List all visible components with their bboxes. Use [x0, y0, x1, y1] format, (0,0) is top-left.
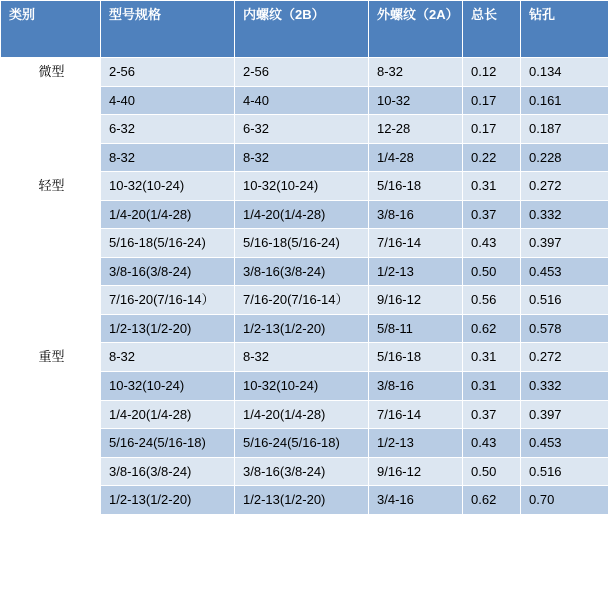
table-cell: 1/2-13(1/2-20): [101, 486, 235, 515]
header-row: [1, 1, 608, 58]
table-cell: 5/16-18: [369, 172, 463, 201]
table-cell: 3/8-16(3/8-24): [235, 257, 369, 286]
table-cell: 10-32(10-24): [101, 172, 235, 201]
table-cell: 0.22: [463, 143, 521, 172]
table-cell: 0.12: [463, 58, 521, 87]
table-cell: 8-32: [369, 58, 463, 87]
table-cell: 0.50: [463, 457, 521, 486]
table-cell: 0.31: [463, 372, 521, 401]
table-cell: 4-40: [235, 86, 369, 115]
table-cell: 0.17: [463, 115, 521, 144]
table-cell: 0.37: [463, 400, 521, 429]
table-cell: 5/16-24(5/16-18): [235, 429, 369, 458]
table-cell: 1/4-20(1/4-28): [101, 400, 235, 429]
table-cell: 0.70: [521, 486, 608, 515]
table-cell: 0.272: [521, 172, 608, 201]
table-cell: 7/16-20(7/16-14）: [235, 286, 369, 315]
table-cell: 12-28: [369, 115, 463, 144]
table-cell: 7/16-14: [369, 229, 463, 258]
table-cell: 3/4-16: [369, 486, 463, 515]
table-row: [1, 172, 608, 201]
table-cell: 2-56: [101, 58, 235, 87]
category-cell: 轻型: [1, 172, 101, 343]
column-header-internal-thread: 内螺纹（2B）: [235, 1, 369, 58]
table-cell: 0.516: [521, 286, 608, 315]
table-header: [1, 1, 608, 58]
table-cell: 3/8-16(3/8-24): [101, 257, 235, 286]
table-cell: 1/2-13: [369, 429, 463, 458]
table-cell: 10-32: [369, 86, 463, 115]
column-header-external-thread: 外螺纹（2A）: [369, 1, 463, 58]
table-cell: 5/16-18(5/16-24): [101, 229, 235, 258]
table-cell: 5/16-18(5/16-24): [235, 229, 369, 258]
table-cell: 0.56: [463, 286, 521, 315]
table-cell: 1/4-28: [369, 143, 463, 172]
table-cell: 3/8-16(3/8-24): [235, 457, 369, 486]
table-cell: 5/8-11: [369, 314, 463, 343]
table-cell: 0.43: [463, 429, 521, 458]
column-header-model-spec: 型号规格: [101, 1, 235, 58]
table-cell: 1/2-13(1/2-20): [235, 486, 369, 515]
column-header-category: 类别: [1, 1, 101, 58]
table-cell: 3/8-16: [369, 200, 463, 229]
table-cell: 1/4-20(1/4-28): [101, 200, 235, 229]
table-cell: 1/2-13(1/2-20): [235, 314, 369, 343]
table-cell: 0.37: [463, 200, 521, 229]
column-header-drill-hole: 钻孔: [521, 1, 608, 58]
table-cell: 9/16-12: [369, 457, 463, 486]
table-cell: 8-32: [101, 343, 235, 372]
table-cell: 0.332: [521, 200, 608, 229]
table-body: [1, 58, 608, 515]
table-cell: 0.272: [521, 343, 608, 372]
category-cell: 微型: [1, 58, 101, 172]
table-cell: 1/4-20(1/4-28): [235, 200, 369, 229]
table-cell: 10-32(10-24): [235, 172, 369, 201]
table-cell: 0.397: [521, 400, 608, 429]
category-cell: 重型: [1, 343, 101, 514]
table-cell: 6-32: [235, 115, 369, 144]
table-cell: 6-32: [101, 115, 235, 144]
table-cell: 1/2-13(1/2-20): [101, 314, 235, 343]
table-row: [1, 343, 608, 372]
table-cell: 0.578: [521, 314, 608, 343]
table-cell: 2-56: [235, 58, 369, 87]
table-cell: 0.31: [463, 343, 521, 372]
column-header-total-length: 总长: [463, 1, 521, 58]
table-row: [1, 58, 608, 87]
table-cell: 10-32(10-24): [101, 372, 235, 401]
table-cell: 4-40: [101, 86, 235, 115]
table-cell: 0.161: [521, 86, 608, 115]
table-cell: 10-32(10-24): [235, 372, 369, 401]
table-cell: 8-32: [235, 143, 369, 172]
table-cell: 0.43: [463, 229, 521, 258]
table-cell: 8-32: [101, 143, 235, 172]
table-cell: 0.453: [521, 257, 608, 286]
table-cell: 1/2-13: [369, 257, 463, 286]
table-cell: 0.62: [463, 314, 521, 343]
table-cell: 1/4-20(1/4-28): [235, 400, 369, 429]
table-cell: 3/8-16: [369, 372, 463, 401]
table-cell: 9/16-12: [369, 286, 463, 315]
table-cell: 0.62: [463, 486, 521, 515]
table-cell: 0.453: [521, 429, 608, 458]
table-cell: 0.228: [521, 143, 608, 172]
table-cell: 0.31: [463, 172, 521, 201]
table-cell: 0.50: [463, 257, 521, 286]
table-cell: 0.17: [463, 86, 521, 115]
table-cell: 0.134: [521, 58, 608, 87]
table-cell: 0.332: [521, 372, 608, 401]
table-cell: 7/16-20(7/16-14）: [101, 286, 235, 315]
table-cell: 5/16-18: [369, 343, 463, 372]
table-cell: 0.397: [521, 229, 608, 258]
table-cell: 8-32: [235, 343, 369, 372]
table-cell: 0.516: [521, 457, 608, 486]
table-cell: 0.187: [521, 115, 608, 144]
table-cell: 5/16-24(5/16-18): [101, 429, 235, 458]
table-cell: 3/8-16(3/8-24): [101, 457, 235, 486]
table-cell: 7/16-14: [369, 400, 463, 429]
